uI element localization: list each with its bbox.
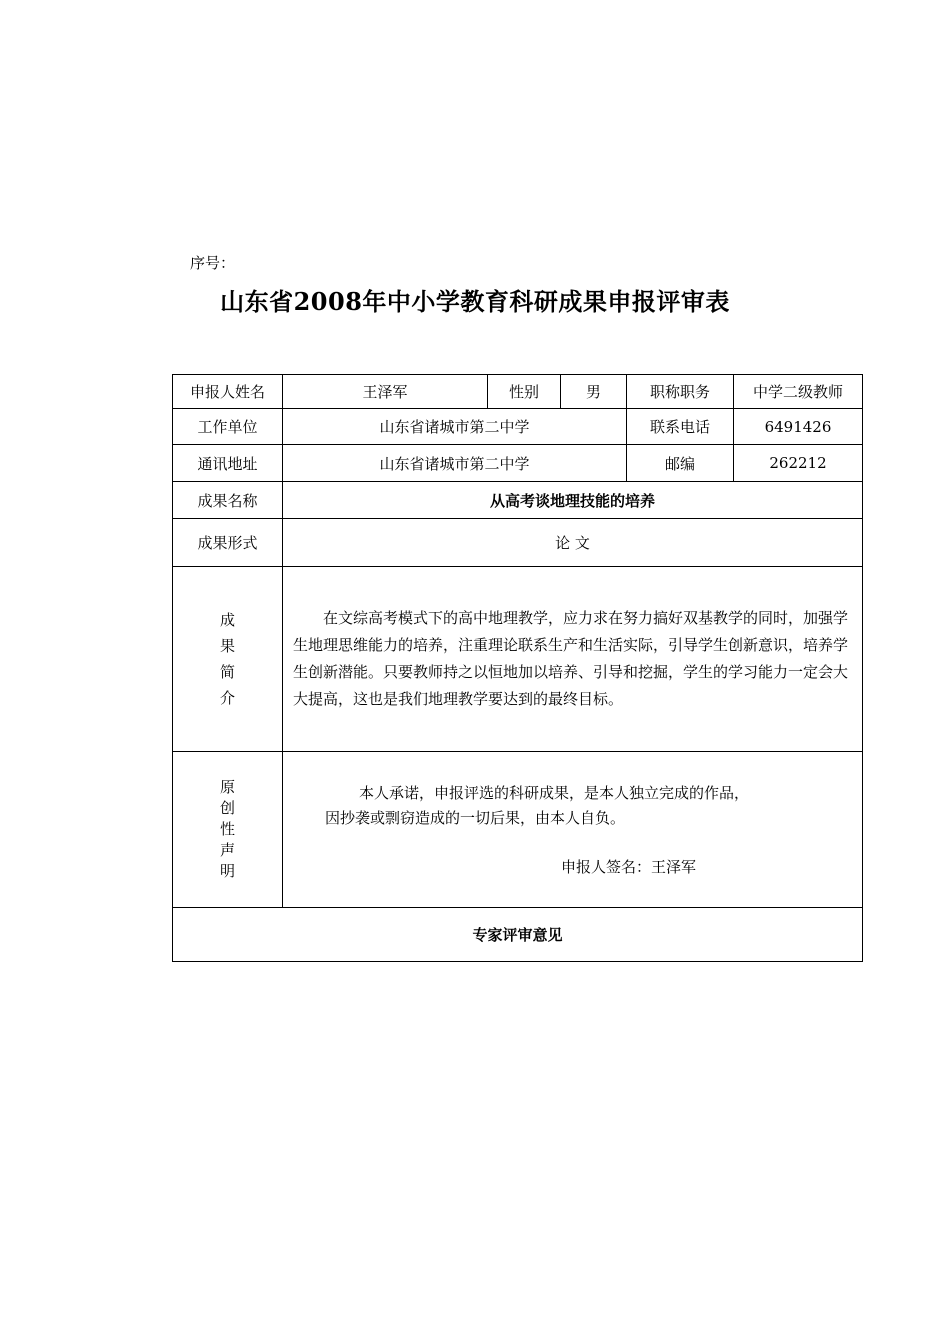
- table-row: [173, 567, 863, 752]
- originality-line-1: 本人承诺，申报评选的科研成果，是本人独立完成的作品，: [359, 784, 750, 802]
- table-row: [173, 375, 863, 409]
- table-row: [173, 482, 863, 519]
- originality-label-char: 声: [219, 841, 235, 859]
- expert-opinion-heading: 专家评审意见: [173, 908, 863, 962]
- work-unit-label: 工作单位: [173, 409, 283, 445]
- applicant-name-value: 王泽军: [283, 375, 488, 409]
- originality-label-char: 明: [219, 862, 235, 880]
- summary-label-char: 成: [219, 611, 235, 629]
- table-row: [173, 519, 863, 567]
- postcode-label: 邮编: [627, 445, 734, 482]
- result-name-value: 从高考谈地理技能的培养: [283, 482, 863, 519]
- application-form-table: [172, 374, 863, 962]
- address-label: 通讯地址: [173, 445, 283, 482]
- serial-number-label: 序号：: [190, 254, 236, 272]
- gender-value: 男: [561, 375, 627, 409]
- job-title-value: 中学二级教师: [734, 375, 863, 409]
- summary-label: [173, 567, 283, 752]
- summary-label-char: 简: [219, 663, 235, 681]
- postcode-value: 262212: [734, 445, 863, 482]
- summary-label-char: 果: [219, 637, 235, 655]
- phone-value: 6491426: [734, 409, 863, 445]
- originality-label-char: 性: [219, 820, 235, 838]
- summary-text: 在文综高考模式下的高中地理教学，应力求在努力搞好双基教学的同时，加强学生地理思维能力的培养，注重理论联系生产和生活实际，引导学生创新意识，培养学生创新潜能。只要教师持之以恒地加以培养、引导和挖掘，学生的学习能力一定会大大提高，这也是我们地理教学要达到的最终目标。: [283, 567, 863, 752]
- table-row: [173, 752, 863, 908]
- applicant-name-label: 申报人姓名: [173, 375, 283, 409]
- originality-line-2: 因抄袭或剽窃造成的一切后果，由本人自负。: [325, 809, 626, 827]
- result-form-value: 论 文: [283, 519, 863, 567]
- summary-label-char: 介: [219, 689, 235, 707]
- address-value: 山东省诸城市第二中学: [283, 445, 627, 482]
- table-row: [173, 409, 863, 445]
- gender-label: 性别: [488, 375, 561, 409]
- table-row: [173, 445, 863, 482]
- page-title: 山东省2008年中小学教育科研成果申报评审表: [220, 287, 730, 316]
- result-form-label: 成果形式: [173, 519, 283, 567]
- originality-label-char: 创: [219, 799, 235, 817]
- originality-label: [173, 752, 283, 908]
- table-row: [173, 908, 863, 962]
- work-unit-value: 山东省诸城市第二中学: [283, 409, 627, 445]
- phone-label: 联系电话: [627, 409, 734, 445]
- result-name-label: 成果名称: [173, 482, 283, 519]
- signature-line: 申报人签名：王泽军: [561, 858, 697, 876]
- originality-label-char: 原: [219, 778, 235, 796]
- job-title-label: 职称职务: [627, 375, 734, 409]
- originality-statement: [283, 752, 863, 908]
